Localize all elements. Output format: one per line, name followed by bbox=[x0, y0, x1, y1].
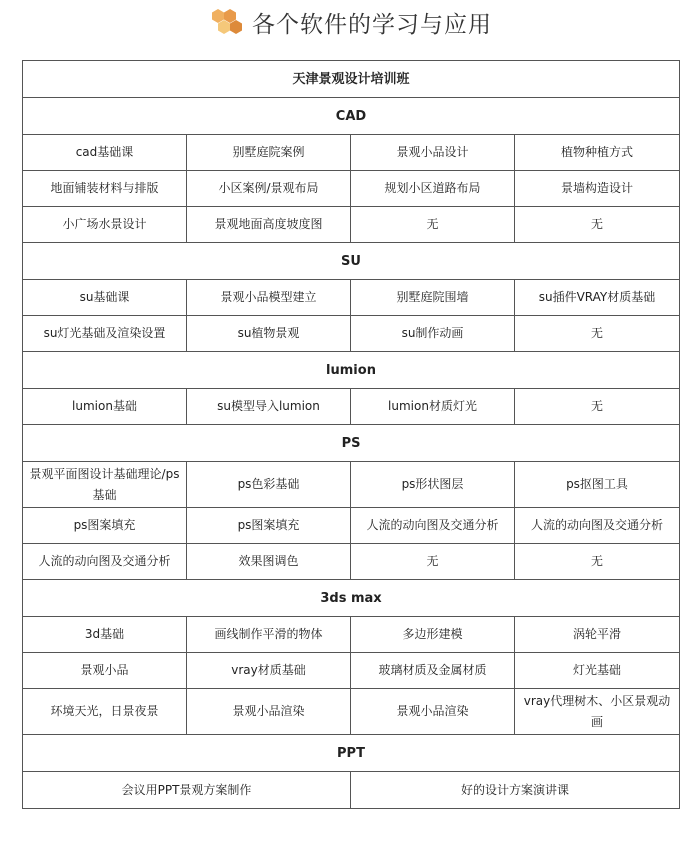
table-cell: 别墅庭院围墙 bbox=[351, 280, 515, 316]
table-cell: 景观小品模型建立 bbox=[187, 280, 351, 316]
table-cell: 好的设计方案演讲课 bbox=[351, 772, 680, 809]
table-cell: 会议用PPT景观方案制作 bbox=[23, 772, 351, 809]
table-cell: ps色彩基础 bbox=[187, 462, 351, 508]
table-title-row bbox=[23, 61, 680, 98]
table-row bbox=[23, 689, 680, 735]
table-cell: 地面铺装材料与排版 bbox=[23, 171, 187, 207]
table-cell: 灯光基础 bbox=[515, 653, 680, 689]
table-cell: cad基础课 bbox=[23, 135, 187, 171]
table-cell: 3d基础 bbox=[23, 617, 187, 653]
table-cell: 景观小品渲染 bbox=[187, 689, 351, 735]
hexagon-cluster-icon bbox=[208, 7, 246, 37]
table-cell: 景墙构造设计 bbox=[515, 171, 680, 207]
table-row bbox=[23, 772, 680, 809]
table-cell: ps图案填充 bbox=[23, 508, 187, 544]
section-title: 3ds max bbox=[23, 580, 680, 617]
table-cell: su灯光基础及渲染设置 bbox=[23, 316, 187, 352]
page-title: 各个软件的学习与应用 bbox=[252, 11, 492, 38]
table-cell: 人流的动向图及交通分析 bbox=[351, 508, 515, 544]
section-header-ps bbox=[23, 425, 680, 462]
table-cell: su插件VRAY材质基础 bbox=[515, 280, 680, 316]
table-row bbox=[23, 508, 680, 544]
table-cell: su制作动画 bbox=[351, 316, 515, 352]
table-cell: 画线制作平滑的物体 bbox=[187, 617, 351, 653]
table-row bbox=[23, 280, 680, 316]
table-row bbox=[23, 544, 680, 580]
page-header bbox=[0, 0, 700, 48]
table-cell: 无 bbox=[515, 207, 680, 243]
table-cell: vray材质基础 bbox=[187, 653, 351, 689]
table-row bbox=[23, 135, 680, 171]
table-cell: 植物种植方式 bbox=[515, 135, 680, 171]
section-title: PPT bbox=[23, 735, 680, 772]
section-title: CAD bbox=[23, 98, 680, 135]
table-cell: ps抠图工具 bbox=[515, 462, 680, 508]
table-title: 天津景观设计培训班 bbox=[23, 61, 680, 98]
course-table bbox=[22, 60, 680, 809]
section-title: lumion bbox=[23, 352, 680, 389]
section-header-su bbox=[23, 243, 680, 280]
section-header-3dsmax bbox=[23, 580, 680, 617]
table-cell: lumion基础 bbox=[23, 389, 187, 425]
table-cell: 人流的动向图及交通分析 bbox=[23, 544, 187, 580]
table-cell: 玻璃材质及金属材质 bbox=[351, 653, 515, 689]
table-cell: su模型导入lumion bbox=[187, 389, 351, 425]
section-title: SU bbox=[23, 243, 680, 280]
table-cell: vray代理树木、小区景观动画 bbox=[515, 689, 680, 735]
table-cell: 效果图调色 bbox=[187, 544, 351, 580]
table-row bbox=[23, 462, 680, 508]
section-header-ppt bbox=[23, 735, 680, 772]
table-cell: 景观平面图设计基础理论/ps基础 bbox=[23, 462, 187, 508]
table-cell: 无 bbox=[515, 544, 680, 580]
table-row bbox=[23, 389, 680, 425]
table-row bbox=[23, 617, 680, 653]
table-row bbox=[23, 207, 680, 243]
table-cell: 无 bbox=[351, 544, 515, 580]
table-cell: 环境天光，日景夜景 bbox=[23, 689, 187, 735]
table-cell: 景观小品设计 bbox=[351, 135, 515, 171]
table-cell: 人流的动向图及交通分析 bbox=[515, 508, 680, 544]
table-cell: 景观小品渲染 bbox=[351, 689, 515, 735]
table-cell: 景观小品 bbox=[23, 653, 187, 689]
table-row bbox=[23, 316, 680, 352]
table-cell: 多边形建模 bbox=[351, 617, 515, 653]
table-cell: ps形状图层 bbox=[351, 462, 515, 508]
table-cell: 无 bbox=[515, 316, 680, 352]
section-header-cad bbox=[23, 98, 680, 135]
table-row bbox=[23, 653, 680, 689]
table-cell: 小区案例/景观布局 bbox=[187, 171, 351, 207]
table-cell: 无 bbox=[351, 207, 515, 243]
table-cell: 小广场水景设计 bbox=[23, 207, 187, 243]
table-cell: su植物景观 bbox=[187, 316, 351, 352]
table-cell: 别墅庭院案例 bbox=[187, 135, 351, 171]
section-header-lumion bbox=[23, 352, 680, 389]
table-cell: lumion材质灯光 bbox=[351, 389, 515, 425]
table-cell: 规划小区道路布局 bbox=[351, 171, 515, 207]
table-cell: 无 bbox=[515, 389, 680, 425]
section-title: PS bbox=[23, 425, 680, 462]
table-cell: 景观地面高度坡度图 bbox=[187, 207, 351, 243]
table-cell: 涡轮平滑 bbox=[515, 617, 680, 653]
table-row bbox=[23, 171, 680, 207]
table-cell: su基础课 bbox=[23, 280, 187, 316]
table-cell: ps图案填充 bbox=[187, 508, 351, 544]
